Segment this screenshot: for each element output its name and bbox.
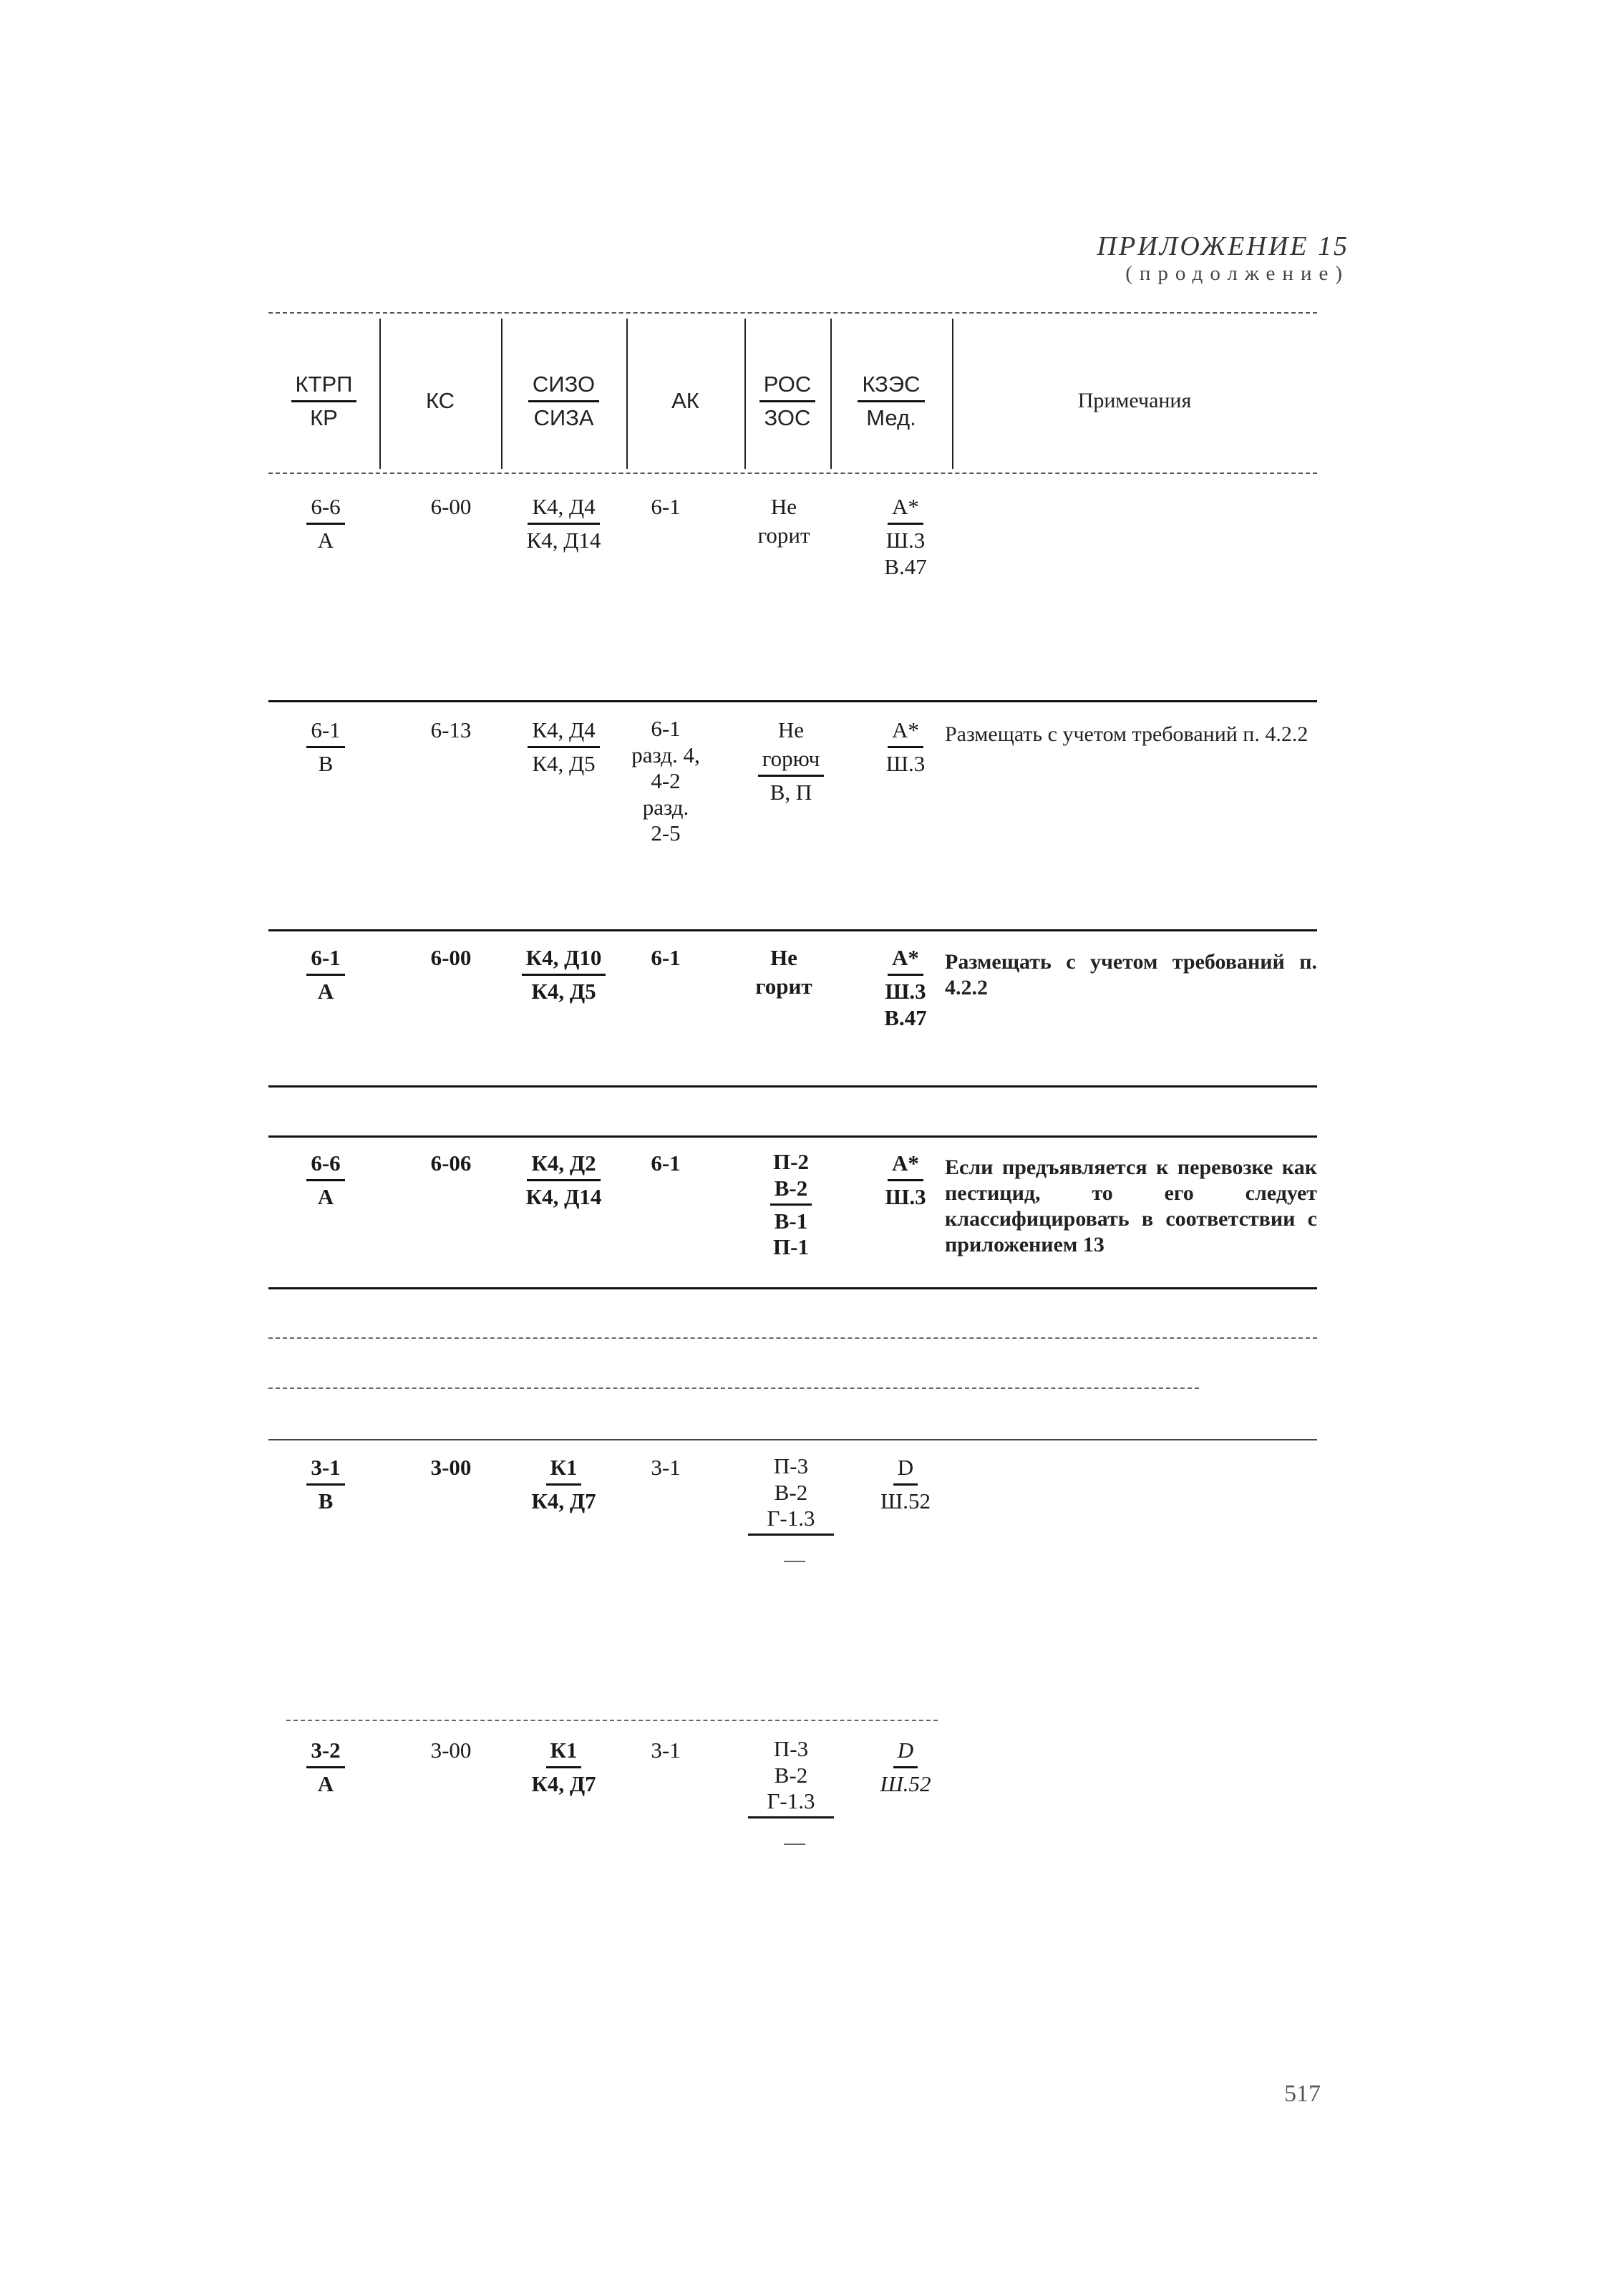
row-sizo-siza [501,1736,626,1796]
header-sizo: СИЗО [528,372,599,402]
sizo: К4, Д10 [522,945,606,976]
med-extra: В.47 [884,554,927,580]
row-kzes-med [859,1736,952,1796]
row-sizo-siza [501,716,626,776]
ros-line: Не [770,945,797,970]
sizo: К4, Д4 [528,717,599,748]
ros [744,716,838,805]
row-sizo-siza [501,944,626,1004]
kzes: А* [888,494,923,525]
ros-line: В-2 [774,1762,808,1788]
med: Ш.3 [885,750,926,776]
siza: К4, Д14 [526,527,601,553]
row-ktrp-kr [286,1453,365,1513]
ros-line: В-2 [770,1176,812,1206]
ros-underline [748,1816,834,1818]
row-kzes-med [859,944,952,1033]
row-rule-faint [286,1720,938,1721]
ros-line: Не [770,494,797,519]
ak-line: 6-1 [651,716,681,741]
med: Ш.52 [880,1771,931,1796]
row-kzes-med [859,493,952,582]
header-kr: КР [310,405,338,430]
ros [744,493,823,551]
header-ros: РОС [759,372,816,402]
header-ks-label: КС [425,388,455,413]
ros [744,1149,838,1260]
zos: В, П [769,779,812,805]
siza: К4, Д5 [531,978,596,1004]
ks: 3-00 [430,1738,472,1763]
row-sizo-siza [501,493,626,553]
header-kzes-med [830,336,952,465]
header-med: Мед. [866,405,916,430]
ak: 3-1 [651,1738,681,1763]
row-kzes-med [859,1453,952,1513]
med: Ш.52 [880,1488,931,1513]
row-note: Размещать с учетом требований п. 4.2.2 [945,950,1317,999]
row-rule [268,929,1317,931]
row-ktrp-kr [286,944,365,1004]
row-sizo-siza [501,1149,626,1209]
med: Ш.3 [885,527,926,553]
siza: К4, Д14 [525,1183,602,1209]
med: Ш.3 [885,978,926,1004]
kzes: D [893,1738,918,1768]
ros-underline [748,1534,834,1536]
dash-mark [784,1561,805,1562]
header-siza: СИЗА [533,405,594,430]
kzes: А* [888,945,923,976]
appendix-title: ПРИЛОЖЕНИЕ 15 [1097,231,1349,261]
med: Ш.3 [885,1183,926,1209]
header-ak [626,336,744,465]
ks: 6-06 [430,1151,472,1176]
sizo: К1 [546,1738,582,1768]
row-rule [268,1287,1317,1289]
ak [619,716,712,847]
page-number: 517 [1284,2081,1321,2107]
header-sizo-siza [501,336,626,465]
ks: 6-00 [430,494,472,519]
header-zos: ЗОС [764,405,811,430]
header-ks [379,336,501,465]
ak: 6-1 [651,945,681,970]
ros-line: Г-1.3 [767,1506,815,1531]
row-rule-faint [268,1387,1199,1389]
kzes: D [893,1455,918,1486]
ros-line: П-3 [773,1736,809,1761]
zos-line: П-1 [773,1234,809,1259]
ak: 3-1 [651,1455,681,1480]
ktrp: 6-1 [306,717,344,748]
ktrp: 6-1 [306,945,344,976]
kr: В [318,1488,334,1513]
appendix-subtitle: (продолжение) [1125,262,1349,285]
ros [744,944,823,1002]
row-rule [268,1135,1317,1138]
header-ak-label: АК [671,388,699,413]
row-note: Размещать с учетом требований п. 4.2.2 [945,722,1309,746]
row-kzes-med [859,1149,952,1209]
ros-line: В-2 [774,1479,808,1505]
row-rule-faint [268,1337,1317,1339]
ros-line: горюч [758,746,825,777]
ktrp: 6-6 [306,1151,344,1181]
ktrp: 6-6 [306,494,344,525]
ak-line: разд. 4, [631,742,700,767]
kr: А [317,1771,334,1796]
ktrp: 3-2 [306,1738,344,1768]
ktrp: 3-1 [306,1455,344,1486]
header-ktrp: КТРП [291,372,357,402]
header-kzes: КЗЭС [858,372,924,402]
header-top-rule [268,312,1317,314]
ks: 6-00 [430,945,472,970]
row-rule [268,1439,1317,1440]
kr: А [317,1183,334,1209]
ks: 6-13 [430,717,472,742]
zos: В-1 [774,1208,808,1234]
ros [744,1453,838,1537]
header-ktrp-kr [268,336,379,465]
header-notes [952,336,1317,465]
ros-line: горит [757,523,810,548]
med-extra: В.47 [884,1005,927,1031]
ks: 3-00 [430,1455,472,1480]
row-ktrp-kr [286,1736,365,1796]
row-ktrp-kr [286,493,365,553]
ak: 6-1 [651,494,681,519]
ros-line: Не [777,717,805,742]
ak-line: разд. [642,794,689,820]
kzes: А* [888,1151,923,1181]
header-ros-zos [744,336,830,465]
row-sizo-siza [501,1453,626,1513]
ros [744,1736,838,1820]
ros-line: П-2 [773,1149,809,1174]
ak: 6-1 [651,1151,681,1176]
kr: А [317,527,334,553]
sizo: К4, Д2 [527,1151,600,1181]
row-ktrp-kr [286,1149,365,1209]
kr: В [318,750,334,776]
row-kzes-med [859,716,952,776]
kzes: А* [888,717,923,748]
ros-line: горит [755,974,812,999]
ak-line: 4-2 [651,768,681,794]
row-rule [268,1085,1317,1088]
header-bottom-rule [268,473,1317,474]
row-ktrp-kr [286,716,365,776]
row-rule [268,700,1317,702]
sizo: К1 [546,1455,582,1486]
appendix-caption [1097,231,1349,286]
siza: К4, Д7 [531,1771,596,1796]
sizo: К4, Д4 [528,494,599,525]
kr: А [317,978,334,1004]
siza: К4, Д5 [532,750,596,776]
ak-line: 2-5 [651,820,681,846]
siza: К4, Д7 [531,1488,596,1513]
row-note: Если предъявляется к перевозке как пестицид, то его следует классифицировать в соответствии с приложением 13 [945,1156,1317,1256]
header-notes-label: Примечания [1077,389,1192,412]
dash-mark [784,1844,805,1845]
ros-line: П-3 [773,1453,809,1478]
ros-line: Г-1.3 [767,1788,815,1814]
